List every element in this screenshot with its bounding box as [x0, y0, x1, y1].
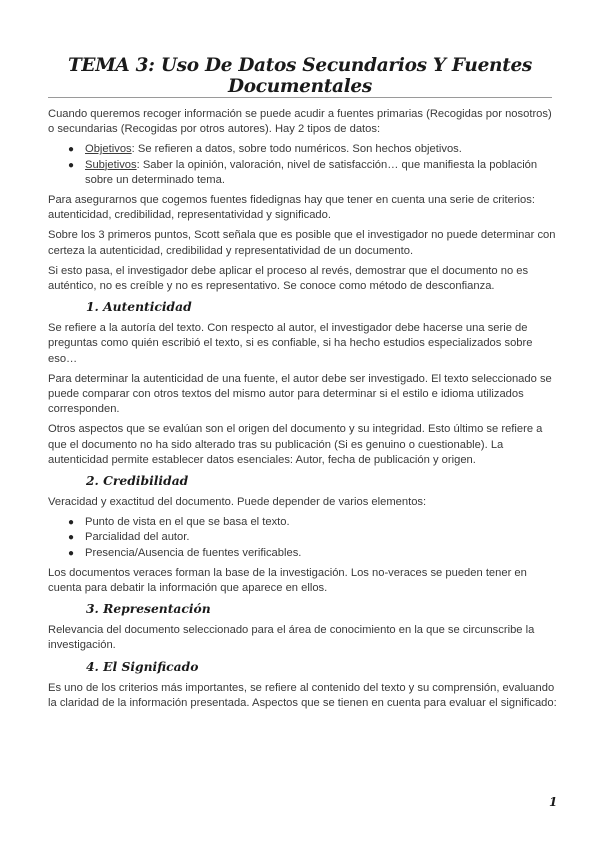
significado-paragraph-1: Es uno de los criterios más importantes, se refiere al contenido del texto y su comprensión, evaluando la claridad de la información presentada. Aspectos que se tienen en cuenta para evaluar el significado: — [48, 681, 557, 709]
term-subjetivos: Subjetivos — [85, 158, 137, 171]
page-number: 1 — [549, 795, 558, 809]
intro-paragraph-4: Si esto pasa, el investigador debe aplicar el proceso al revés, demostrar que el documento no es auténtico, no es creíble y no es representativo. Se conoce como método de desconfianza. — [48, 264, 529, 293]
list-item-text: Punto de vista en el que se basa el texto. — [85, 516, 290, 529]
list-item — [48, 515, 558, 530]
section-heading-representacion: 3. Representación — [86, 601, 211, 617]
section-heading-significado: 4. El Significado — [86, 658, 199, 674]
autenticidad-paragraph-1: Se refiere a la autoría del texto. Con respecto al autor, el investigador debe hacerse una serie de preguntas como quién escribió el texto, si es confiable, si ha hecho estudios especializados sobre eso… — [48, 322, 533, 365]
title-divider — [48, 97, 552, 98]
page-title: TEMA 3: Uso De Datos Secundarios Y Fuentes Documentales — [67, 55, 533, 97]
autenticidad-paragraph-2: Para determinar la autenticidad de una fuente, el autor debe ser investigado. El texto seleccionado se puede comparar con otros textos del mismo autor para determinar si el estilo e idioma utilizados corresponden. — [48, 372, 552, 416]
autenticidad-paragraph-3: Otros aspectos que se evalúan son el origen del documento y su integridad. Esto último se refiere a que el documento no ha sido alterado tras su publicación (Si es genuino o cuestionable). La autenticidad permite establecer datos esenciales: Autor, fecha de publicación y origen. — [48, 423, 543, 466]
bullet-icon: ● — [68, 144, 75, 156]
credibilidad-paragraph-2: Los documentos veraces forman la base de la investigación. Los no-veraces se pueden tener en cuenta para debatir la información que aparece en ellos. — [48, 566, 527, 595]
term-objetivos: Objetivos — [85, 143, 132, 156]
intro-paragraph-1: Cuando queremos recoger información se puede acudir a fuentes primarias (Recogidas por nosotros) o secundarias (Recogidas por otros autores). Hay 2 tipos de datos: — [48, 108, 552, 136]
list-item-text: Presencia/Ausencia de fuentes verificables. — [85, 546, 302, 559]
data-types-list — [48, 142, 558, 188]
list-item — [48, 158, 558, 188]
credibilidad-paragraph-1: Veracidad y exactitud del documento. Puede depender de varios elementos: — [48, 496, 427, 509]
list-item — [48, 142, 558, 157]
term-objetivos-desc: : Se refieren a datos, sobre todo numéricos. Son hechos objetivos. — [131, 143, 462, 156]
list-item — [48, 546, 558, 561]
credibilidad-list — [48, 515, 558, 561]
bullet-icon: ● — [68, 159, 75, 171]
term-subjetivos-desc: : Saber la opinión, valoración, nivel de satisfacción… que manifiesta la población sobre un determinado tema. — [85, 158, 538, 186]
bullet-icon: ● — [68, 532, 75, 544]
list-item-text: Parcialidad del autor. — [85, 531, 190, 544]
bullet-icon: ● — [68, 517, 75, 529]
section-heading-credibilidad: 2. Credibilidad — [86, 473, 189, 489]
intro-paragraph-2: Para asegurarnos que cogemos fuentes fidedignas hay que tener en cuenta una serie de criterios: autenticidad, credibilidad, representatividad y significado. — [48, 194, 535, 222]
bullet-icon: ● — [68, 547, 75, 559]
section-heading-autenticidad: 1. Autenticidad — [86, 299, 192, 315]
representacion-paragraph-1: Relevancia del documento seleccionado para el área de conocimiento en la que se circunscribe la investigación. — [48, 624, 535, 652]
document-body — [48, 107, 558, 716]
intro-paragraph-3: Sobre los 3 primeros puntos, Scott señala que es posible que el investigador no puede determinar con certeza la autenticidad, credibilidad y representatividad de un documento. — [48, 229, 556, 257]
list-item — [48, 530, 558, 545]
